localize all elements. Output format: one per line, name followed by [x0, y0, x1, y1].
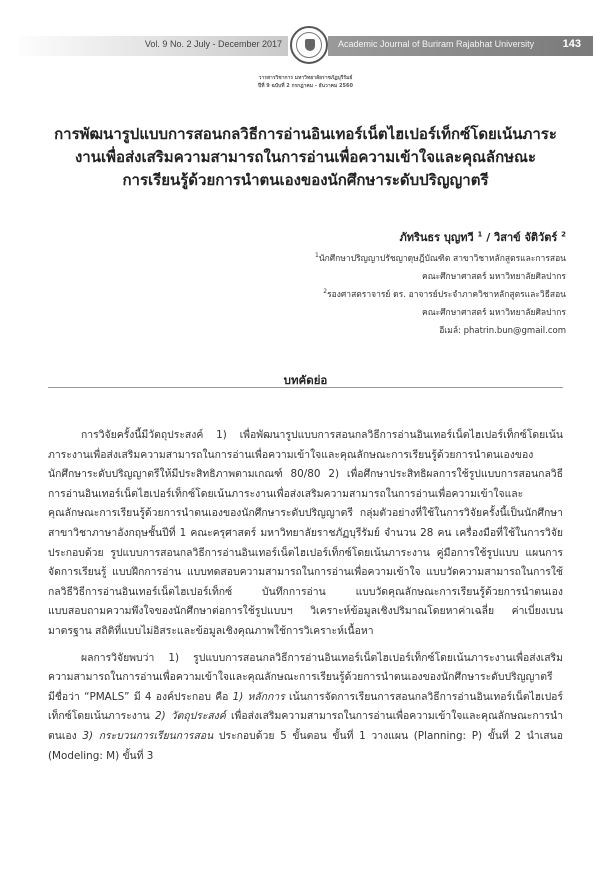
para2-italic-principle: 1) หลักการ	[232, 690, 285, 703]
para2-text-e: เพื่อส่งเสริมความสามารถในการอ่านเพื่อความเข้าใจและคุณลักษณะการนำตนเอง	[48, 710, 563, 742]
page-number: 143	[562, 38, 581, 50]
header-bar-right	[328, 36, 593, 56]
author-2-sup: 2	[561, 230, 566, 239]
abstract-paragraph-2	[48, 649, 563, 767]
para2-italic-objective: 2) วัตถุประสงค์	[154, 710, 226, 723]
paper-title	[30, 123, 581, 192]
abstract-heading-block	[48, 370, 563, 392]
affiliation-2-line-1	[323, 287, 566, 301]
affiliation-2-line-2: คณะศึกษาศาสตร์ มหาวิทยาลัยศิลปากร	[422, 308, 566, 318]
header-bar-left	[18, 36, 288, 56]
author-2: วิสาข์ จัติวัตร์	[494, 231, 558, 244]
author-line	[399, 228, 566, 246]
para2-italic-process: 3) กระบวนการเรียนการสอน	[82, 729, 214, 742]
author-1-sup: 1	[477, 230, 483, 239]
affiliation-1-line-1	[315, 251, 566, 265]
university-seal-logo	[290, 26, 328, 64]
abstract-heading: บทคัดย่อ	[283, 373, 328, 387]
thai-issue-info: ปีที่ 9 ฉบับที่ 2 กรกฎาคม - ธันวาคม 2560	[258, 83, 353, 89]
aff1-text: นักศึกษาปริญญาปรัชญาดุษฎีบัณฑิต สาขาวิชาหลักสูตรและการสอน	[318, 254, 566, 264]
title-line-3: การเรียนรู้ด้วยการนำตนเองของนักศึกษาระดับปริญญาตรี	[122, 171, 489, 189]
para2-text-a: ผลการวิจัยพบว่า 1) รูปแบบการสอนกลวิธีการอ่านอินเทอร์เน็ตไฮเปอร์เท็กซ์โดยเน้นภาระงานเพื่อส่งเสริมความสามารถในการอ่านเพื่อความเข้าใจและคุณลักษณะการเรียนรู้ด้วยการนำตนเองของนักศึกษาระดับปริญญาตรี มีชื่อว่า “PMALS” มี 4 องค์ประกอบ คือ	[48, 651, 563, 703]
abstract-divider	[48, 387, 563, 388]
para2-text-g: ประกอบด้วย 5 ขั้นตอน ขั้นที่ 1 วางแผน (Planning: P) ขั้นที่ 2 นำเสนอ (Modeling: M) ขั้นที่ 3	[48, 729, 563, 762]
author-1: ภัทรินธร บุญทวี	[399, 231, 474, 244]
thai-journal-name: วารสารวิชาการ มหาวิทยาลัยราชภัฏบุรีรัมย์	[258, 75, 353, 81]
journal-header-bar	[18, 36, 593, 56]
volume-info: Vol. 9 No. 2 July - December 2017	[144, 39, 282, 49]
para2-text-c: เน้นการจัดการเรียนการสอนกลวิธีการอ่านอินเทอร์เน็ตไฮเปอร์เท็กซ์โดยเน้นภาระงาน	[48, 690, 564, 723]
seal-ring	[296, 32, 322, 58]
aff2-text: รองศาสตราจารย์ ดร. อาจารย์ประจำภาควิชาหลักสูตรและวิธีสอน	[327, 290, 566, 300]
affiliation-1-line-2: คณะศึกษาศาสตร์ มหาวิทยาลัยศิลปากร	[422, 272, 566, 282]
aff1-sup: 1	[315, 252, 319, 260]
title-line-1: การพัฒนารูปแบบการสอนกลวิธีการอ่านอินเทอร์เน็ตไฮเปอร์เท็กซ์โดยเน้นภาระ	[54, 125, 557, 143]
title-line-2: งานเพื่อส่งเสริมความสามารถในการอ่านเพื่อความเข้าใจและคุณลักษณะ	[74, 148, 537, 166]
author-separator: /	[486, 231, 495, 244]
seal-emblem	[305, 39, 315, 51]
abstract-body	[48, 426, 563, 766]
author-email: อีเมล์: phatrin.bun@gmail.com	[439, 326, 566, 336]
journal-name: Academic Journal of Buriram Rajabhat University	[338, 39, 535, 49]
abstract-paragraph-1: การวิจัยครั้งนี้มีวัตถุประสงค์ 1) เพื่อพัฒนารูปแบบการสอนกลวิธีการอ่านอินเทอร์เน็ตไฮเปอร์เท็กซ์โดยเน้นภาระงานเพื่อส่งเสริมความสามารถในการอ่านเพื่อความเข้าใจและคุณลักษณะการเรียนรู้ด้วยการนำตนเองของนักศึกษาระดับปริญญาตรีให้มีประสิทธิภาพตามเกณฑ์ 80/80 2) เพื่อศึกษาประสิทธิผลการใช้รูปแบบการสอนกลวิธีการอ่านอินเทอร์เน็ตไฮเปอร์เท็กซ์โดยเน้นภาระงานเพื่อส่งเสริมความสามารถในการอ่านเพื่อความเข้าใจและคุณลักษณะการเรียนรู้ด้วยการนำตนเองของนักศึกษาระดับปริญญาตรี กลุ่มตัวอย่างที่ใช้ในการวิจัยครั้งนี้เป็นนักศึกษาสาขาวิชาภาษาอังกฤษชั้นปีที่ 1 คณะครุศาสตร์ มหาวิทยาลัยราชภัฏบุรีรัมย์ จำนวน 28 คน เครื่องมือที่ใช้ในการวิจัยประกอบด้วย รูปแบบการสอนกลวิธีการอ่านอินเทอร์เน็ตไฮเปอร์เท็กซ์โดยเน้นภาระงาน คู่มือการใช้รูปแบบ แผนการจัดการเรียนรู้ แบบฝึกการอ่าน แบบทดสอบความสามารถในการอ่านเพื่อความเข้าใจ แบบวัดความสามารถในการใช้กลวิธีวิธีการอ่านอินเทอร์เน็ตไฮเปอร์เท็กซ์ บันทึกการอ่าน แบบวัดคุณลักษณะการเรียนรู้ด้วยการนำตนเอง แบบสอบถามความพึงใจของนักศึกษาต่อการใช้รูปแบบฯ วิเคราะห์ข้อมูลเชิงปริมาณโดยหาค่าเฉลี่ย ค่าเบี่ยงเบนมาตรฐาน สถิติที่แบบไม่อิสระและข้อมูลเชิงคุณภาพใช้การวิเคราะห์เนื้อหา	[48, 429, 563, 637]
aff2-sup: 2	[323, 288, 328, 296]
